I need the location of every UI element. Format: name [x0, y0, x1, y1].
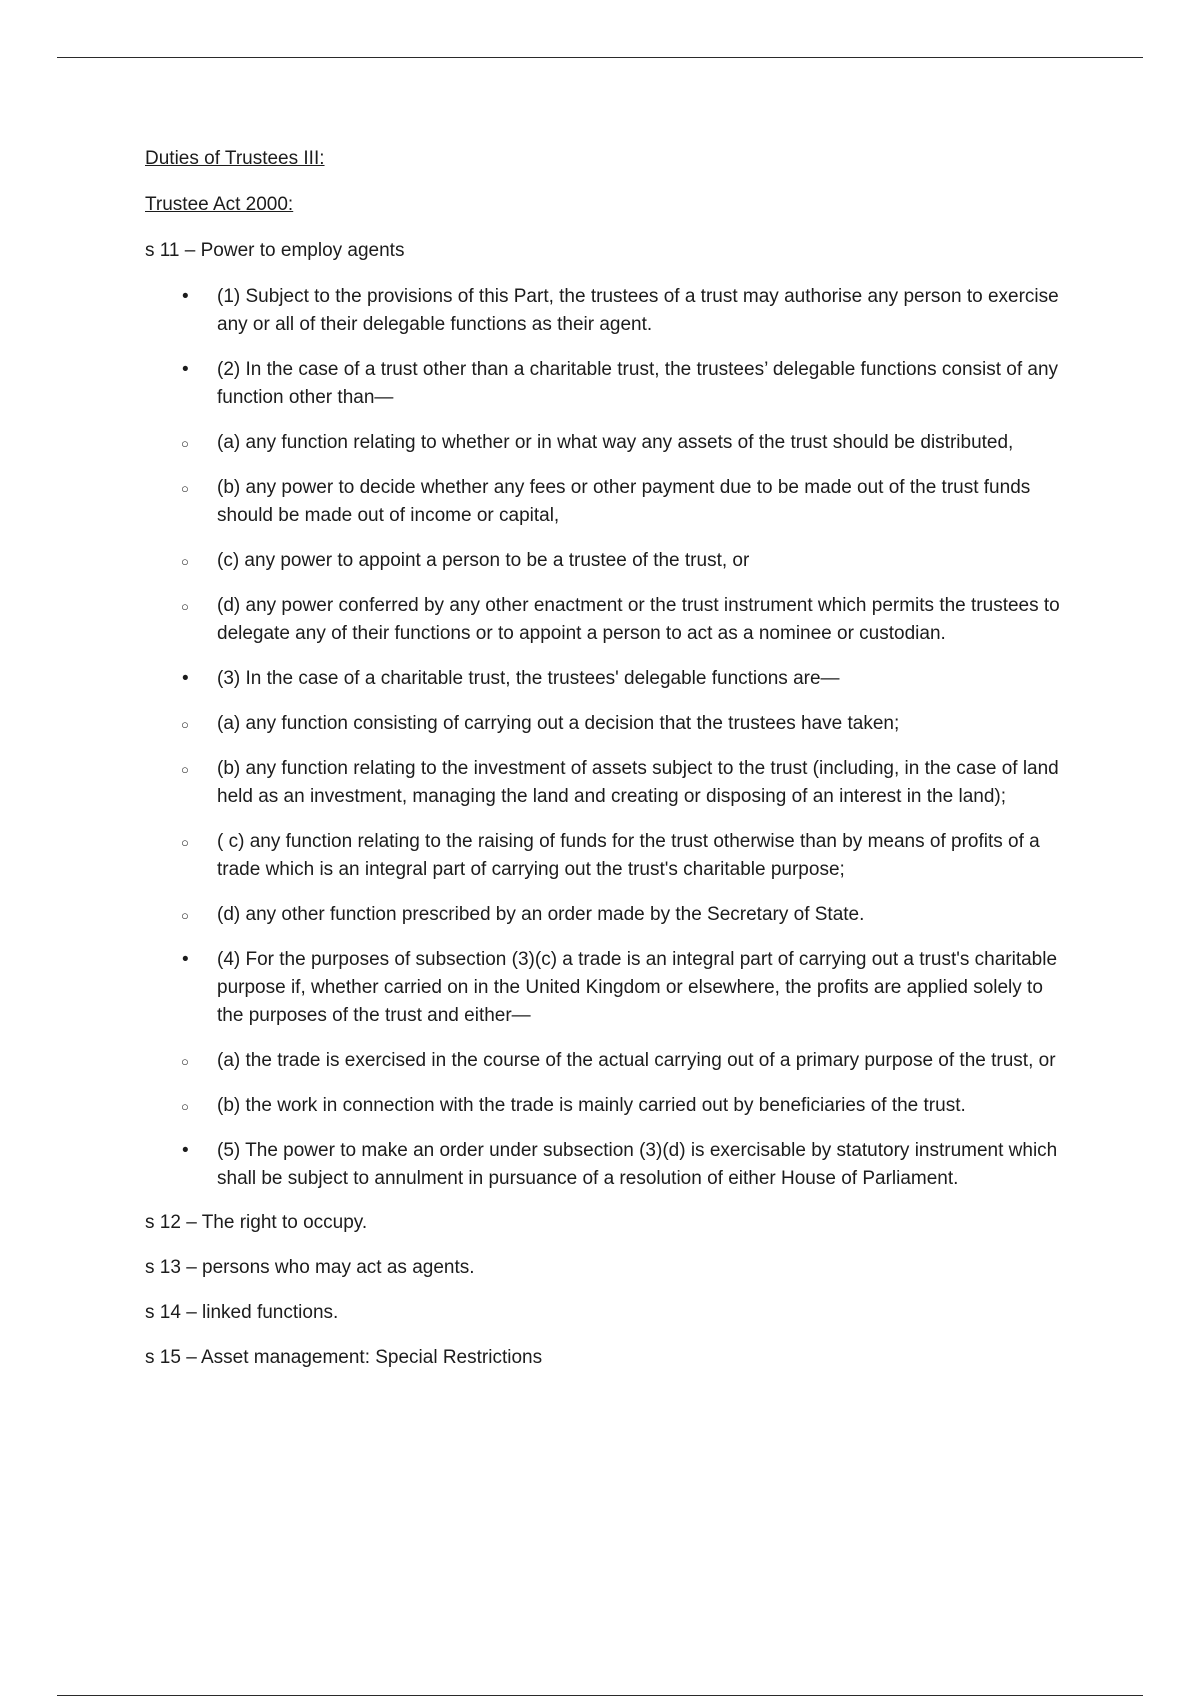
section-15-heading: s 15 – Asset management: Special Restrictions [145, 1347, 543, 1368]
section-14-heading: s 14 – linked functions. [145, 1302, 339, 1323]
list-item [145, 901, 1065, 929]
list-item [145, 828, 1065, 884]
list-item-text: (a) the trade is exercised in the course of the actual carrying out of a primary purpose of the trust, or [217, 1050, 1056, 1071]
list-item [145, 283, 1065, 339]
document-subtitle: Trustee Act 2000: [145, 194, 294, 215]
circle-bullet-icon: ○ [181, 436, 189, 451]
list-item-text: (1) Subject to the provisions of this Part, the trustees of a trust may authorise any person to exercise any or all of their delegable functions as their agent. [217, 286, 1059, 335]
circle-bullet-icon: ○ [181, 908, 189, 923]
document-title: Duties of Trustees III: [145, 148, 325, 169]
bullet-icon: • [182, 668, 189, 689]
bullet-icon: • [182, 1140, 189, 1161]
list-item-text: (5) The power to make an order under subsection (3)(d) is exercisable by statutory instrument which shall be subject to annulment in pursuance of a resolution of either House of Parliament. [217, 1140, 1058, 1189]
list-item-text: (d) any other function prescribed by an order made by the Secretary of State. [217, 904, 865, 925]
list-item [145, 710, 1065, 738]
list-item-text: (4) For the purposes of subsection (3)(c) a trade is an integral part of carrying out a trust's charitable purpose if, whether carried on in the United Kingdom or elsewhere, the profits are applied solely to the purposes of the trust and either— [217, 949, 1058, 1026]
section-11-list [145, 283, 1065, 1193]
document-body [145, 146, 1065, 1390]
circle-bullet-icon: ○ [181, 481, 189, 496]
circle-bullet-icon: ○ [181, 835, 189, 850]
bullet-icon: • [182, 949, 189, 970]
circle-bullet-icon: ○ [181, 599, 189, 614]
other-sections [145, 1210, 1065, 1371]
bullet-icon: • [182, 359, 189, 380]
section-12-heading: s 12 – The right to occupy. [145, 1212, 368, 1233]
list-item [145, 1092, 1065, 1120]
list-item-text: (2) In the case of a trust other than a charitable trust, the trustees’ delegable functions consist of any function other than— [217, 359, 1059, 408]
section-13-heading: s 13 – persons who may act as agents. [145, 1257, 475, 1278]
list-item [145, 356, 1065, 412]
circle-bullet-icon: ○ [181, 762, 189, 777]
list-item-text: ( c) any function relating to the raising of funds for the trust otherwise than by means of profits of a trade which is an integral part of carrying out the trust's charitable purpose; [217, 831, 1040, 880]
circle-bullet-icon: ○ [181, 1099, 189, 1114]
bottom-rule [57, 1695, 1143, 1696]
bullet-icon: • [182, 286, 189, 307]
list-item [145, 592, 1065, 648]
list-item [145, 946, 1065, 1030]
circle-bullet-icon: ○ [181, 717, 189, 732]
list-item [145, 665, 1065, 693]
section-11-heading: s 11 – Power to employ agents [145, 240, 405, 261]
list-item [145, 474, 1065, 530]
list-item [145, 429, 1065, 457]
list-item-text: (b) any power to decide whether any fees or other payment due to be made out of the trust funds should be made out of income or capital, [217, 477, 1031, 526]
circle-bullet-icon: ○ [181, 554, 189, 569]
list-item [145, 547, 1065, 575]
list-item-text: (a) any function relating to whether or in what way any assets of the trust should be distributed, [217, 432, 1014, 453]
list-item-text: (a) any function consisting of carrying out a decision that the trustees have taken; [217, 713, 900, 734]
list-item-text: (b) the work in connection with the trade is mainly carried out by beneficiaries of the trust. [217, 1095, 966, 1116]
list-item [145, 755, 1065, 811]
list-item [145, 1047, 1065, 1075]
top-rule [57, 57, 1143, 58]
list-item-text: (c) any power to appoint a person to be a trustee of the trust, or [217, 550, 750, 571]
list-item-text: (b) any function relating to the investment of assets subject to the trust (including, in the case of land held as an investment, managing the land and creating or disposing of an interest in the land); [217, 758, 1059, 807]
list-item-text: (d) any power conferred by any other enactment or the trust instrument which permits the trustees to delegate any of their functions or to appoint a person to act as a nominee or custodian. [217, 595, 1060, 644]
list-item [145, 1137, 1065, 1193]
circle-bullet-icon: ○ [181, 1054, 189, 1069]
list-item-text: (3) In the case of a charitable trust, the trustees' delegable functions are— [217, 668, 840, 689]
